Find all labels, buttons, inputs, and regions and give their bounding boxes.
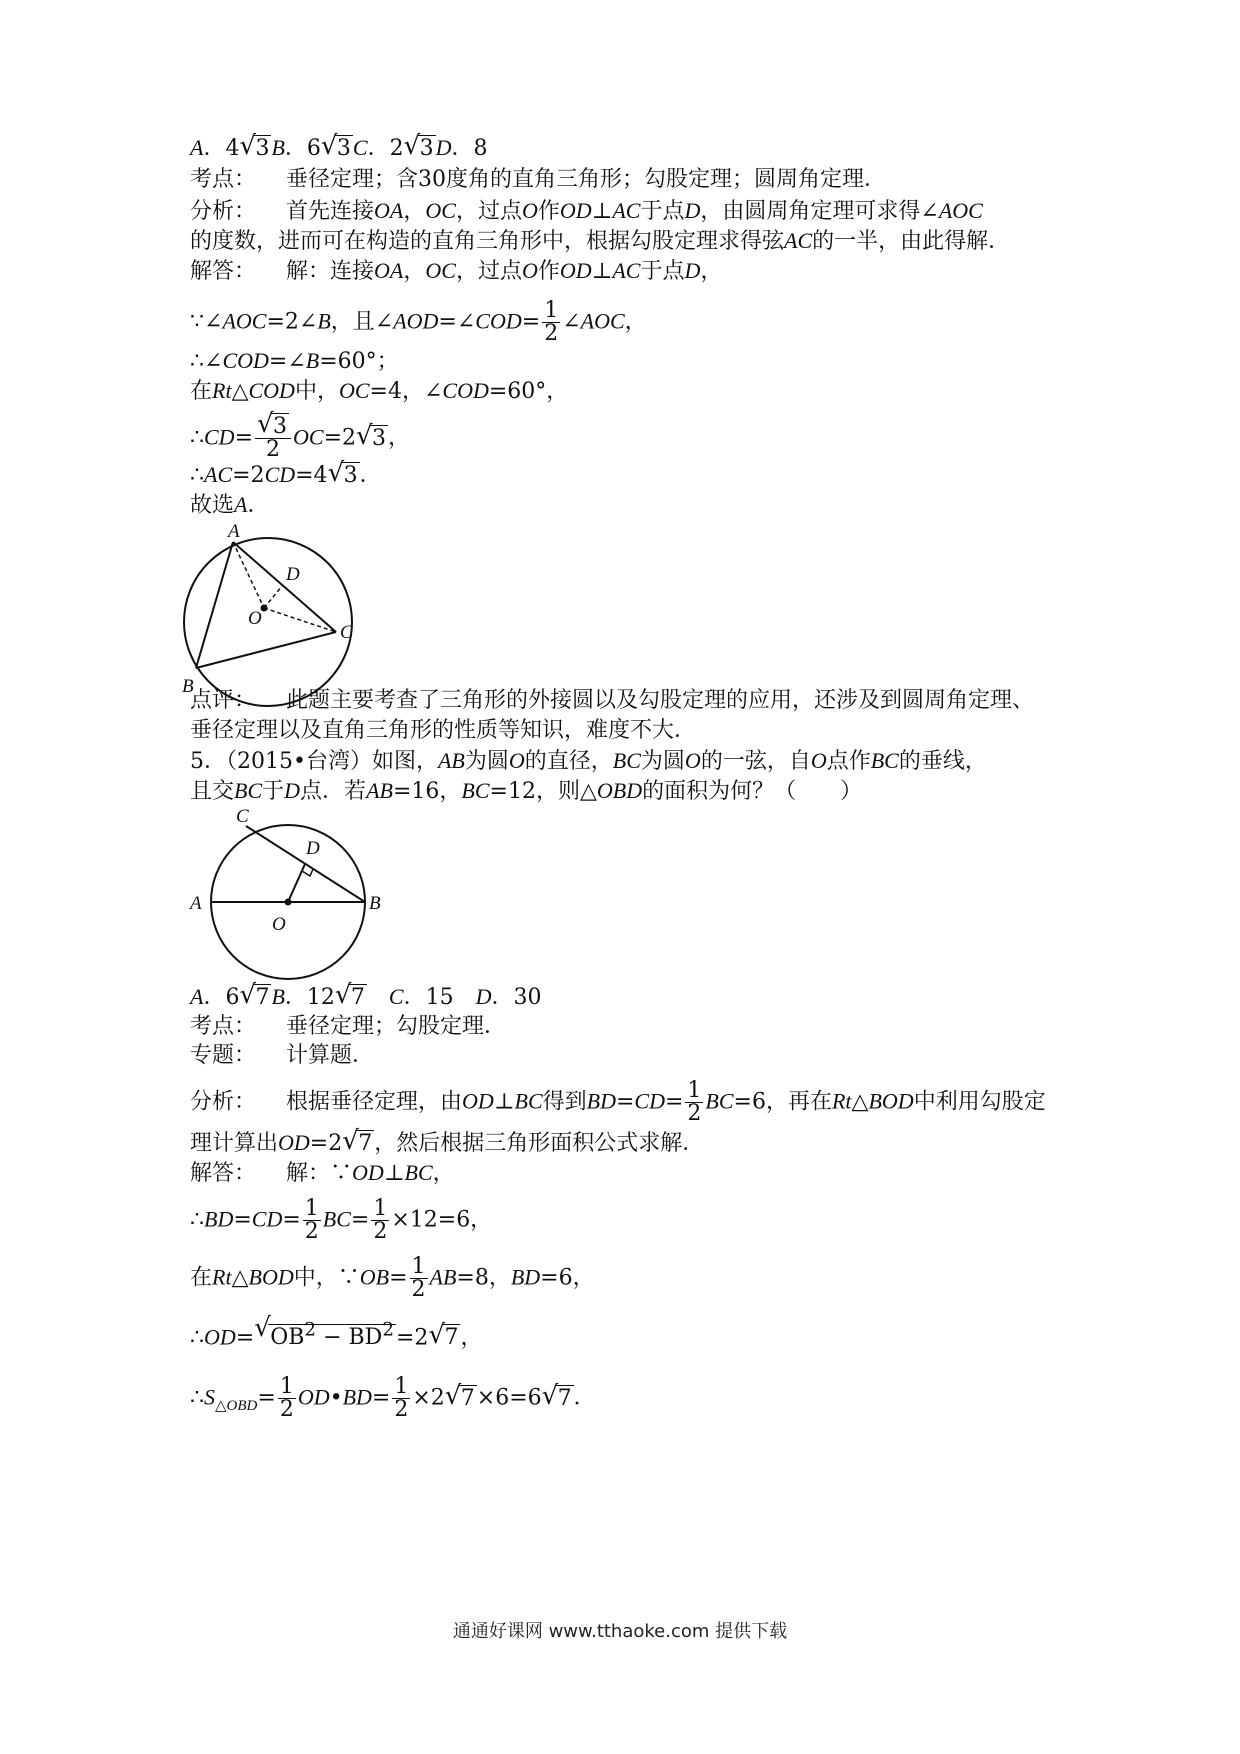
q5-step-3: ∴OD=√ $OB^2 - BD^2=2√$ 7， (190, 1316, 482, 1353)
kaodian-text: 垂径定理；含30度角的直角三角形；勾股定理；圆周角定理． (286, 167, 887, 192)
center-point (285, 899, 292, 906)
q4-step-4: ∴CD= √ $\frac{3}{2}$ OC=2√ 3， (190, 416, 410, 461)
segment-oc (264, 608, 336, 632)
q5-fenxi-2: 理计算出OD=2√ 7，然后根据三角形面积公式求解． (190, 1128, 704, 1159)
label-c: C (340, 622, 353, 643)
q5-fenxi-1: 分析： 根据垂径定理，由OD⊥BC得到BD=CD= $\frac{1}{2}$ BC=6，再在Rt△BOD中利用勾股定 (190, 1078, 1046, 1126)
label-d: D (306, 838, 320, 859)
label-a: A (228, 521, 240, 542)
q5-kaodian (190, 1012, 506, 1042)
q5-options-line: A．6√ 7B．12√ 7 C．15 D．30 (190, 982, 542, 1013)
dianping-text-2: 垂径定理以及直角三角形的性质等知识，难度不大． (190, 718, 697, 743)
q5-jieda: 解答： 解：∵OD⊥BC， (190, 1160, 455, 1186)
q4-options-line: A．4√ 3B．6√ 3C．2√ 3D．8 (190, 133, 487, 164)
q4-step-6: 故选A． (190, 492, 270, 518)
side-ab (196, 542, 233, 668)
q4-step-2: ∴∠COD=∠B=60°； (190, 348, 399, 374)
q4-step-5: ∴AC=2CD=4√ 3． (190, 460, 382, 491)
q4-jieda: 解答： 解：连接OA，OC，过点O作OD⊥AC于点D， (190, 258, 723, 284)
label-d: D (286, 564, 300, 585)
q5-step-1: ∴BD=CD= $\frac{1}{2}$ BC= $\frac{1}{2}$ ×12=6， (190, 1196, 493, 1244)
q4-dianping-2 (190, 716, 696, 746)
label-c: C (236, 806, 249, 827)
label-a: A (190, 893, 202, 914)
q4-fenxi-2: 的度数，进而可在构造的直角三角形中，根据勾股定理求得弦AC的一半，由此得解． (190, 228, 1011, 254)
label-o: O (248, 608, 262, 629)
segment-od (264, 586, 282, 608)
q5-stem-1: 5．（2015•台湾）如图，AB为圆O的直径，BC为圆O的一弦，自O点作BC的垂线， (190, 748, 987, 774)
zhuanti-text: 计算题． (286, 1043, 375, 1068)
segment-od (288, 864, 305, 902)
q5-stem-2: 且交BC于D点．若AB=16，BC=12，则△OBD的面积为何？（ ） (190, 778, 863, 804)
label-b: B (182, 676, 194, 697)
q5-figure-circle-diameter (176, 806, 396, 986)
q5-step-2: 在Rt△BOD中，∵OB= $\frac{1}{2}$ AB=8，BD=6， (190, 1254, 595, 1302)
q4-dianping-1 (190, 686, 1034, 716)
q5-zhuanti (190, 1041, 374, 1071)
q5-step-4: $\therefore S_{\triangle OBD}=$ $\frac{1}{2}$ OD•BD= $\frac{1}{2}$ ×2√ 7×6=6√ 7． (190, 1376, 596, 1421)
q4-kaodian (190, 165, 886, 195)
kaodian-label: 考点： (190, 1014, 257, 1039)
side-bc (196, 632, 336, 668)
segment-oa (233, 542, 264, 608)
kaodian-text: 垂径定理；勾股定理． (286, 1014, 507, 1039)
label-o: O (272, 914, 286, 935)
dianping-text-1: 此题主要考查了三角形的外接圆以及勾股定理的应用，还涉及到圆周角定理、 (286, 688, 1035, 713)
label-b: B (369, 893, 381, 914)
dianping-label: 点评： (190, 688, 257, 713)
q4-fenxi-1: 分析： 首先连接OA，OC，过点O作OD⊥AC于点D，由圆周角定理可求得∠AOC (190, 198, 983, 224)
zhuanti-label: 专题： (190, 1043, 257, 1068)
q4-step-1: ∵∠AOC=2∠B，且∠AOD=∠COD= $\frac{1}{2}$ ∠AOC， (190, 298, 647, 346)
right-angle-mark (302, 869, 313, 876)
page-footer: 通通好课网 www.tthaoke.com 提供下载 (452, 1621, 788, 1642)
kaodian-label: 考点： (190, 167, 257, 192)
q4-step-3: 在Rt△COD中，OC=4，∠COD=60°， (190, 378, 569, 404)
